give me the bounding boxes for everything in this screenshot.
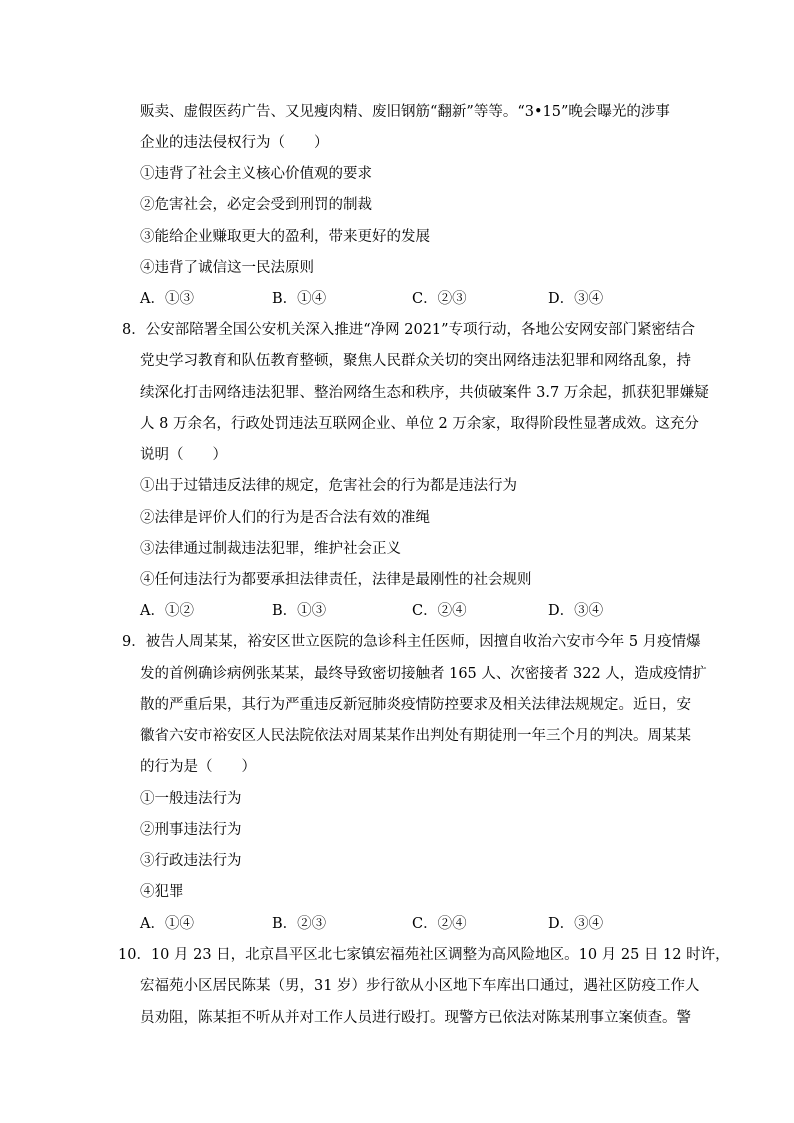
q7-stem-line-1: 贩卖、虚假医药广告、又见瘦肉精、废旧钢筋“翻新”等等。“3•15”晚会曝光的涉事 (140, 104, 670, 120)
q7-stem-line-2: 企业的违法侵权行为（ ） (140, 135, 329, 151)
q7-statement-1: ①违背了社会主义核心价值观的要求 (140, 166, 372, 182)
q8-stem-line-5: 说明（ ） (140, 447, 227, 463)
q7-option-a: A．①③ (140, 291, 194, 307)
q7-option-b: B．①④ (272, 291, 327, 307)
q9-statement-4: ④犯罪 (140, 884, 184, 900)
q9-statement-1: ①一般违法行为 (140, 791, 242, 807)
q8-option-b: B．①③ (272, 603, 327, 619)
q10-stem-line-2: 宏福苑小区居民陈某（男，31 岁）步行欲从小区地下车库出口通过，遇社区防疫工作人 (140, 978, 700, 994)
q9-stem-line-4: 徽省六安市裕安区人民法院依法对周某某作出判处有期徒刑一年三个月的判决。周某某 (140, 728, 691, 744)
q9-stem-line-3: 散的严重后果，其行为严重违反新冠肺炎疫情防控要求及相关法律法规规定。近日，安 (140, 697, 691, 713)
q9-stem-line-1: 9．被告人周某某，裕安区世立医院的急诊科主任医师，因擅自收治六安市今年 5 月疫情爆 (122, 634, 701, 650)
q8-statement-2: ②法律是评价人们的行为是否合法有效的准绳 (140, 510, 430, 526)
q8-stem-line-1: 8．公安部陪署全国公安机关深入推进“净网 2021”专项行动，各地公安网安部门紧密结合 (122, 322, 696, 338)
q8-statement-4: ④任何违法行为都要承担法律责任，法律是最刚性的社会规则 (140, 572, 532, 588)
q8-option-d: D．③④ (548, 603, 604, 619)
q7-option-c: C．②③ (412, 291, 467, 307)
q7-statement-4: ④违背了诚信这一民法原则 (140, 260, 314, 276)
q9-option-a: A．①④ (140, 916, 194, 932)
q7-option-d: D．③④ (548, 291, 604, 307)
q8-stem-line-4: 人 8 万余名，行政处罚违法互联网企业、单位 2 万余家，取得阶段性显著成效。这充分 (140, 416, 699, 432)
q7-statement-2: ②危害社会，必定会受到刑罚的制裁 (140, 197, 372, 213)
q10-stem-line-3: 员劝阻，陈某拒不听从并对工作人员进行殴打。现警方已依法对陈某刑事立案侦查。警 (140, 1010, 691, 1026)
q8-stem-line-2: 党史学习教育和队伍教育整顿，聚焦人民群众关切的突出网络违法犯罪和网络乱象，持 (140, 353, 691, 369)
q8-stem-line-3: 续深化打击网络违法犯罪、整治网络生态和秩序，共侦破案件 3.7 万余起，抓获犯罪嫌疑 (140, 385, 709, 401)
q9-option-b: B．②③ (272, 916, 327, 932)
q9-statement-3: ③行政违法行为 (140, 853, 242, 869)
q9-statement-2: ②刑事违法行为 (140, 822, 242, 838)
q9-option-d: D．③④ (548, 916, 604, 932)
q8-statement-3: ③法律通过制裁违法犯罪，维护社会正义 (140, 541, 401, 557)
q8-statement-1: ①出于过错违反法律的规定，危害社会的行为都是违法行为 (140, 478, 517, 494)
q9-stem-line-5: 的行为是（ ） (140, 759, 256, 775)
q8-option-a: A．①② (140, 603, 194, 619)
q8-option-c: C．②④ (412, 603, 467, 619)
q7-statement-3: ③能给企业赚取更大的盈利，带来更好的发展 (140, 229, 430, 245)
q10-stem-line-1: 10．10 月 23 日，北京昌平区北七家镇宏福苑社区调整为高风险地区。10 月 25 日 12 时许， (118, 947, 730, 963)
q9-stem-line-2: 发的首例确诊病例张某某，最终导致密切接触者 165 人、次密接者 322 人，造成疫情扩 (140, 666, 707, 682)
q9-option-c: C．②④ (412, 916, 467, 932)
